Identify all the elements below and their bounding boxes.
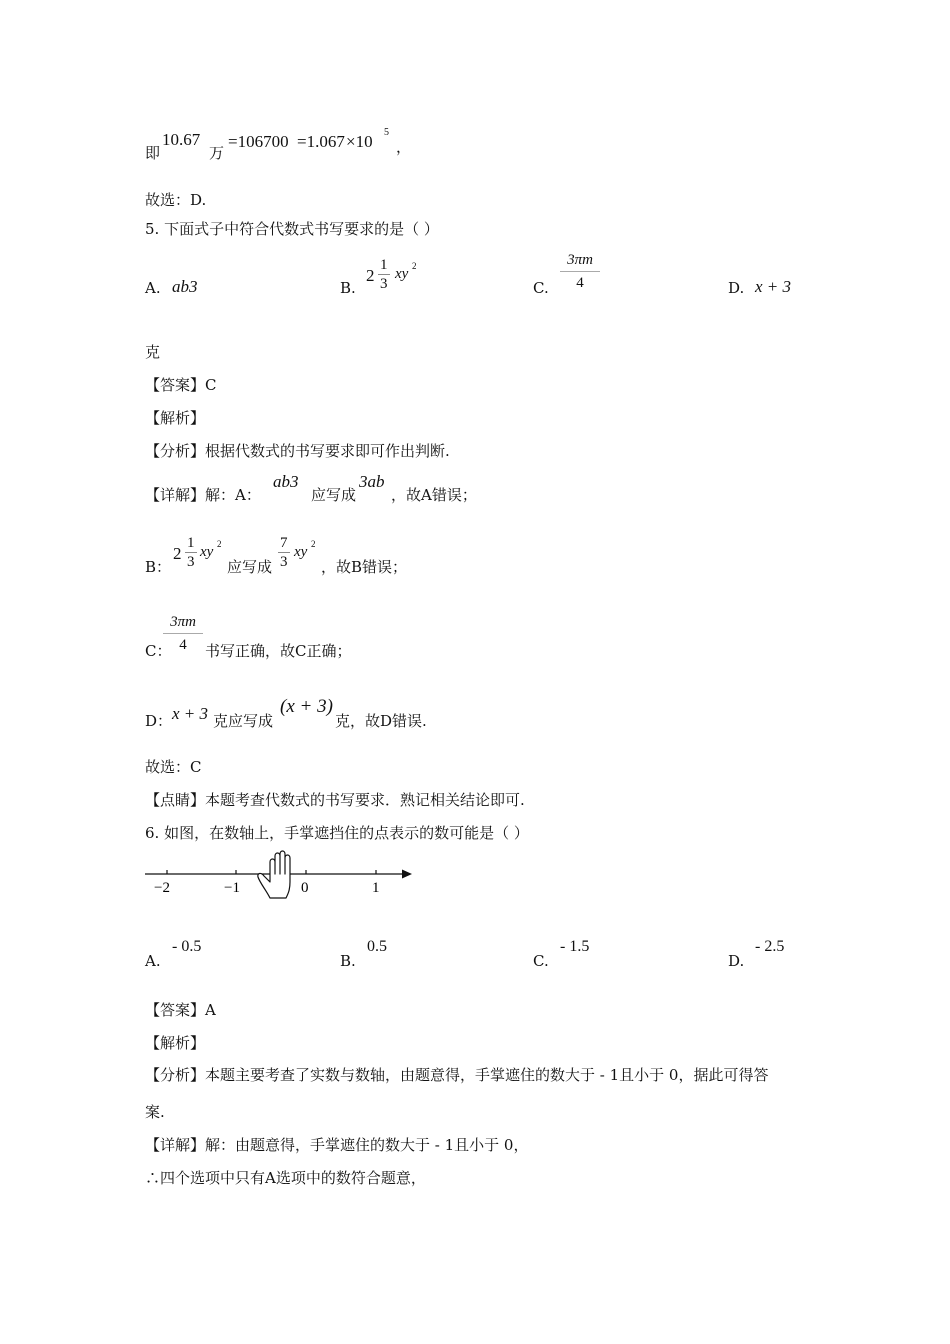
detail-b-whole: 2 [173, 544, 182, 563]
q5-b-fraction [378, 256, 390, 293]
tick-label--1: −1 [224, 880, 240, 896]
eq-1067: =1.067 [297, 132, 345, 151]
detail-b-yingxie: 应写成 [227, 558, 273, 576]
q5-jiexi: 【解析】 [145, 409, 206, 427]
detail-b-to-den: 3 [280, 554, 288, 570]
detail-b-end: ，故B错误； [321, 558, 408, 576]
q6-label-c: C. [533, 952, 549, 970]
detail-a-yingxie: 应写成 [311, 486, 357, 504]
q5-c-den: 4 [576, 275, 584, 291]
q6-detail: 【详解】解：由题意得，手掌遮住的数大于 - 1且小于 0， [145, 1136, 529, 1154]
detail-b-label: B： [145, 558, 172, 576]
q5-c-num: 3πm [560, 252, 600, 272]
q5-label-c: C. [533, 279, 549, 297]
detail-c-frac [163, 614, 203, 654]
detail-b-to-frac [278, 534, 290, 571]
times-ten: ×10 [346, 132, 373, 151]
detail-b-sup: 2 [217, 539, 222, 549]
q6-jiexi: 【解析】 [145, 1034, 206, 1052]
detail-b-frac [185, 534, 197, 571]
detail-c-den: 4 [179, 637, 187, 653]
detail-d-end: 克，故D错误. [335, 712, 427, 730]
q6-option-a: - 0.5 [172, 938, 202, 955]
detail-a-label: 【详解】解：A： [145, 486, 261, 504]
q5-b-sup: 2 [412, 261, 417, 271]
q6-fenxi-2: 案. [145, 1103, 165, 1121]
tick-label-0: 0 [301, 880, 309, 896]
q6-option-d: - 2.5 [755, 938, 785, 955]
q5-option-c [560, 252, 600, 292]
q5-b-var: xy [395, 266, 409, 282]
q5-stem: 5. 下面式子中符合代数式书写要求的是（ ） [145, 220, 439, 238]
q6-option-c: - 1.5 [560, 938, 590, 955]
detail-c-num: 3πm [163, 614, 203, 634]
detail-d-paren: (x + 3) [280, 696, 333, 717]
q5-option-d: x + 3 [755, 277, 792, 296]
q5-label-a: A. [145, 279, 161, 297]
wan-text: 万 [209, 144, 225, 162]
detail-b-num: 1 [187, 535, 195, 551]
tick-label--2: −2 [154, 880, 170, 896]
eq-106700: =106700 [228, 132, 289, 151]
detail-c-end: 书写正确，故C正确； [205, 642, 352, 660]
exponent: 5 [384, 127, 389, 138]
detail-b-to-num: 7 [280, 535, 288, 551]
q6-label-a: A. [145, 952, 161, 970]
detail-b-den: 3 [187, 554, 195, 570]
q6-answer: 【答案】A [145, 1001, 216, 1019]
q5-b-den: 3 [380, 276, 388, 292]
q5-label-d: D. [728, 279, 745, 297]
q6-option-b: 0.5 [367, 938, 387, 955]
detail-d-expr: x + 3 [172, 704, 209, 723]
q5-option-a: ab3 [172, 277, 198, 296]
number-10-67: 10.67 [162, 130, 201, 149]
q6-fenxi-1: 【分析】本题主要考查了实数与数轴，由题意得，手掌遮住的数大于 - 1且小于 0，据此可得答 [145, 1066, 769, 1084]
q5-b-num: 1 [380, 257, 388, 273]
q6-label-b: B. [340, 952, 356, 970]
q5-answer: 【答案】C [145, 376, 217, 394]
q5-b-whole: 2 [366, 266, 375, 285]
detail-b-to-var: xy [294, 544, 308, 560]
detail-a-to: 3ab [359, 472, 385, 491]
q6-conclusion: ∴四个选项中只有A选项中的数符合题意， [145, 1169, 426, 1187]
detail-d-mid: 克应写成 [213, 712, 274, 730]
detail-b-var: xy [200, 544, 214, 560]
comma: ， [396, 138, 412, 156]
q5-fenxi: 【分析】根据代数式的书写要求即可作出判断. [145, 442, 450, 460]
detail-a-expr: ab3 [273, 472, 299, 491]
number-line-figure [140, 850, 420, 900]
hand-icon [258, 851, 290, 898]
prefix-text: 即 [145, 144, 161, 162]
axis-arrow [402, 870, 412, 879]
detail-d-label: D： [145, 712, 173, 730]
q6-stem: 6. 如图，在数轴上，手掌遮挡住的点表示的数可能是（ ） [145, 824, 529, 842]
q5-label-b: B. [340, 279, 356, 297]
q5-choice: 故选：C [145, 758, 202, 776]
detail-a-end: ，故A错误； [391, 486, 477, 504]
q5-dianjing: 【点睛】本题考查代数式的书写要求．熟记相关结论即可. [145, 791, 525, 809]
q4-choice: 故选：D. [145, 191, 207, 209]
tick-label-1: 1 [372, 880, 380, 896]
detail-b-to-sup: 2 [311, 539, 316, 549]
q6-label-d: D. [728, 952, 745, 970]
detail-c-label: C： [145, 642, 172, 660]
q5-ke: 克 [145, 343, 161, 361]
